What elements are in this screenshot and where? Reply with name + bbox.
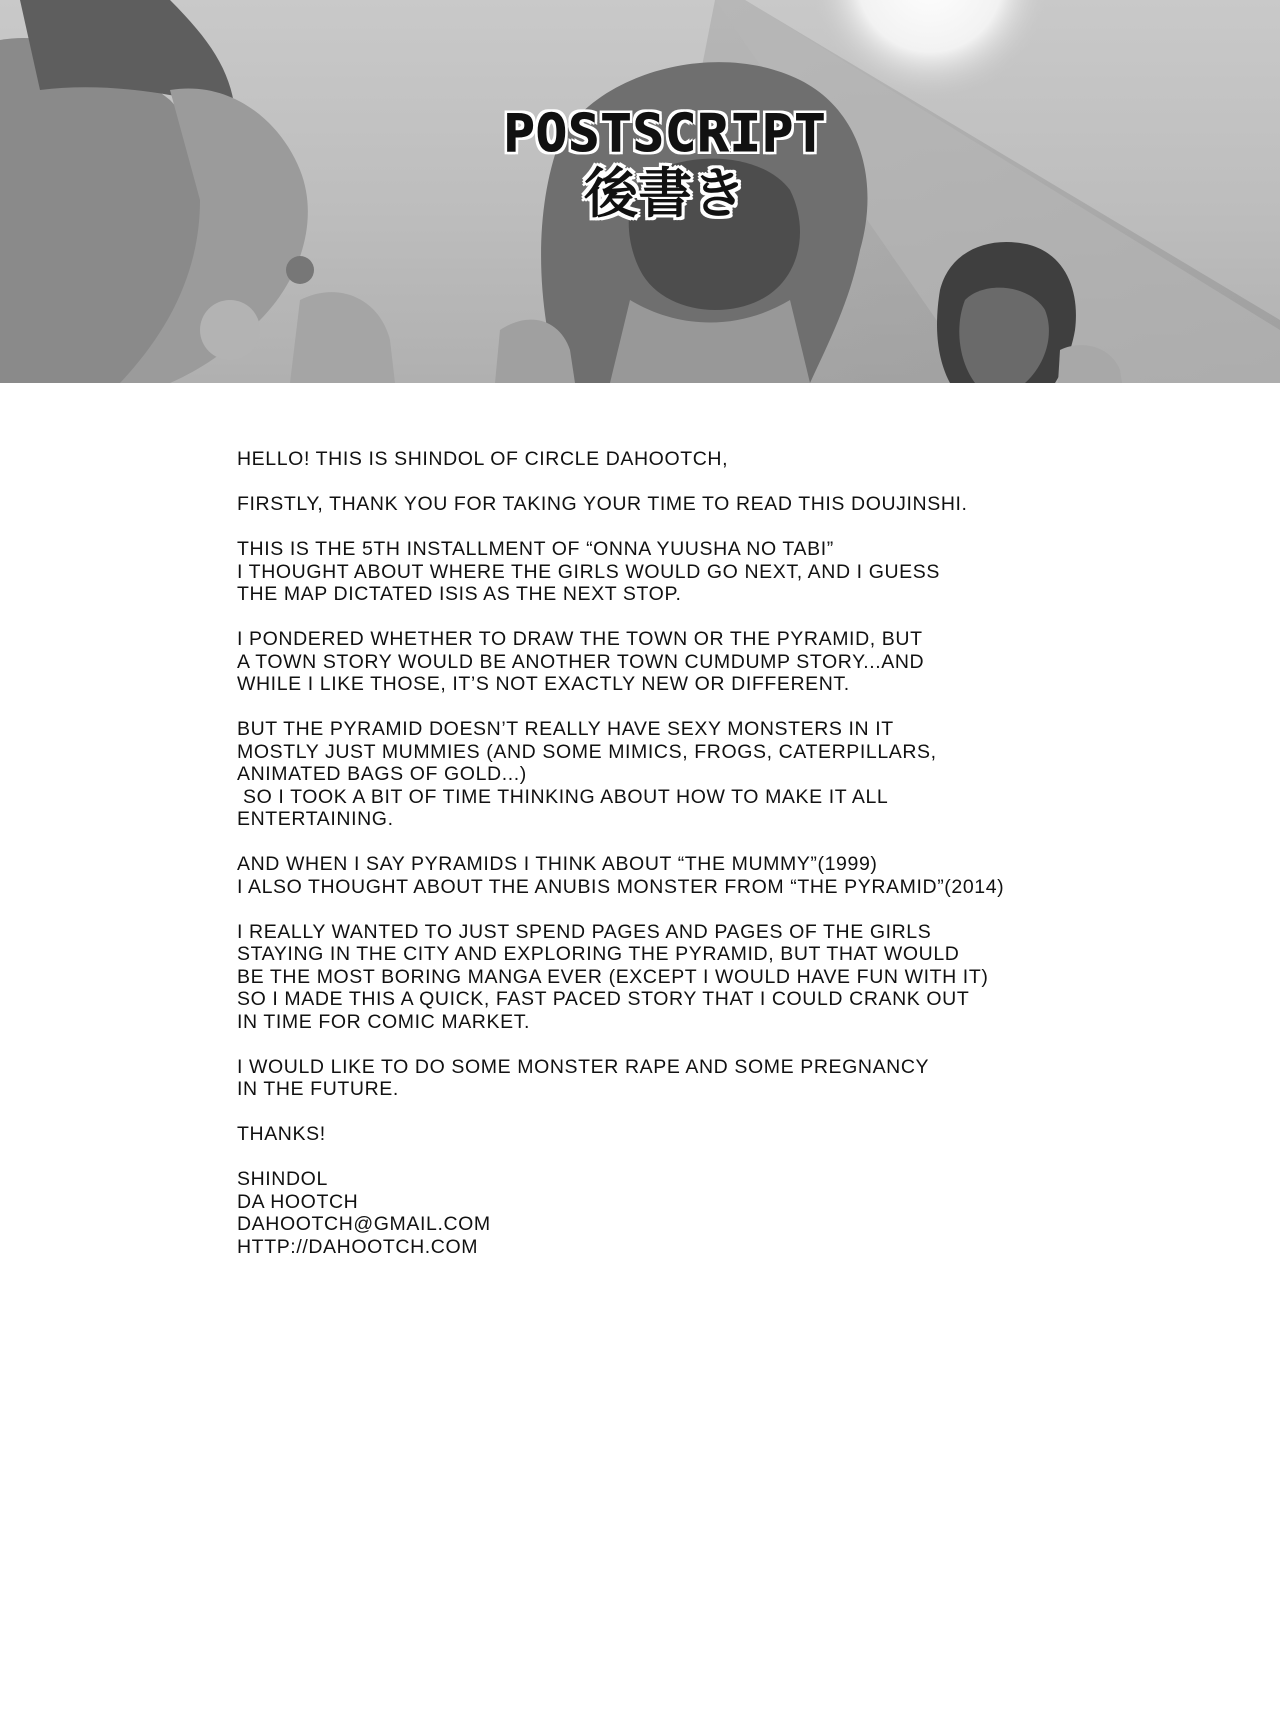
text-line: I PONDERED WHETHER TO DRAW THE TOWN OR THE PYRAMID, BUT	[237, 628, 923, 650]
header-illustration	[0, 0, 1280, 383]
text-line: HELLO! THIS IS SHINDOL OF CIRCLE DAHOOTCH,	[237, 448, 729, 470]
contact-email: DAHOOTCH@GMAIL.COM	[237, 1213, 491, 1235]
paragraph-story-pacing	[237, 921, 1137, 1034]
contact-website: HTTP://DAHOOTCH.COM	[237, 1235, 479, 1258]
text-line: AND WHEN I SAY PYRAMIDS I THINK ABOUT “THE MUMMY”(1999)	[237, 853, 878, 875]
paragraph-contact	[237, 1168, 1137, 1258]
text-line: I ALSO THOUGHT ABOUT THE ANUBIS MONSTER FROM “THE PYRAMID”(2014)	[237, 875, 1005, 898]
text-line: BUT THE PYRAMID DOESN’T REALLY HAVE SEXY MONSTERS IN IT	[237, 718, 894, 740]
postscript-title-japanese: 後書き	[584, 162, 746, 225]
paragraph-future	[237, 1056, 1137, 1101]
text-line: THANKS!	[237, 1123, 326, 1145]
paragraph-thanks-for-reading	[237, 493, 1137, 516]
text-line: IN THE FUTURE.	[237, 1078, 399, 1100]
text-line: THIS IS THE 5TH INSTALLMENT OF “ONNA YUUSHA NO TABI”	[237, 538, 834, 560]
paragraph-installment	[237, 538, 1137, 606]
paragraph-town-or-pyramid	[237, 628, 1137, 696]
text-line: I THOUGHT ABOUT WHERE THE GIRLS WOULD GO NEXT, AND I GUESS	[237, 560, 940, 583]
circle-name: DA HOOTCH	[237, 1190, 359, 1213]
text-line: ANIMATED BAGS OF GOLD...)	[237, 763, 527, 785]
text-line: BE THE MOST BORING MANGA EVER (EXCEPT I WOULD HAVE FUN WITH IT)	[237, 965, 989, 988]
text-line: WHILE I LIKE THOSE, IT’S NOT EXACTLY NEW OR DIFFERENT.	[237, 673, 850, 695]
text-line: SO I TOOK A BIT OF TIME THINKING ABOUT HOW TO MAKE IT ALL	[237, 785, 889, 808]
text-line: SO I MADE THIS A QUICK, FAST PACED STORY THAT I COULD CRANK OUT	[237, 988, 970, 1010]
author-name: SHINDOL	[237, 1168, 328, 1190]
text-line: ENTERTAINING.	[237, 808, 394, 830]
text-line: STAYING IN THE CITY AND EXPLORING THE PYRAMID, BUT THAT WOULD	[237, 943, 960, 965]
text-line: IN TIME FOR COMIC MARKET.	[237, 1010, 531, 1033]
paragraph-movies	[237, 853, 1137, 898]
paragraph-sign-off	[237, 1123, 1137, 1146]
text-line: A TOWN STORY WOULD BE ANOTHER TOWN CUMDUMP STORY...AND	[237, 650, 925, 673]
text-line: I WOULD LIKE TO DO SOME MONSTER RAPE AND SOME PREGNANCY	[237, 1055, 930, 1078]
title-block	[0, 104, 1280, 225]
postscript-title: POSTSCRIPT	[503, 104, 827, 164]
text-line: MOSTLY JUST MUMMIES (AND SOME MIMICS, FROGS, CATERPILLARS,	[237, 740, 937, 763]
paragraph-greeting	[237, 448, 1137, 471]
text-line: THE MAP DICTATED ISIS AS THE NEXT STOP.	[237, 583, 682, 605]
text-line: I REALLY WANTED TO JUST SPEND PAGES AND PAGES OF THE GIRLS	[237, 920, 932, 943]
postscript-body	[237, 448, 1137, 1281]
paragraph-pyramid-monsters	[237, 718, 1137, 831]
text-line: FIRSTLY, THANK YOU FOR TAKING YOUR TIME TO READ THIS DOUJINSHI.	[237, 493, 968, 515]
